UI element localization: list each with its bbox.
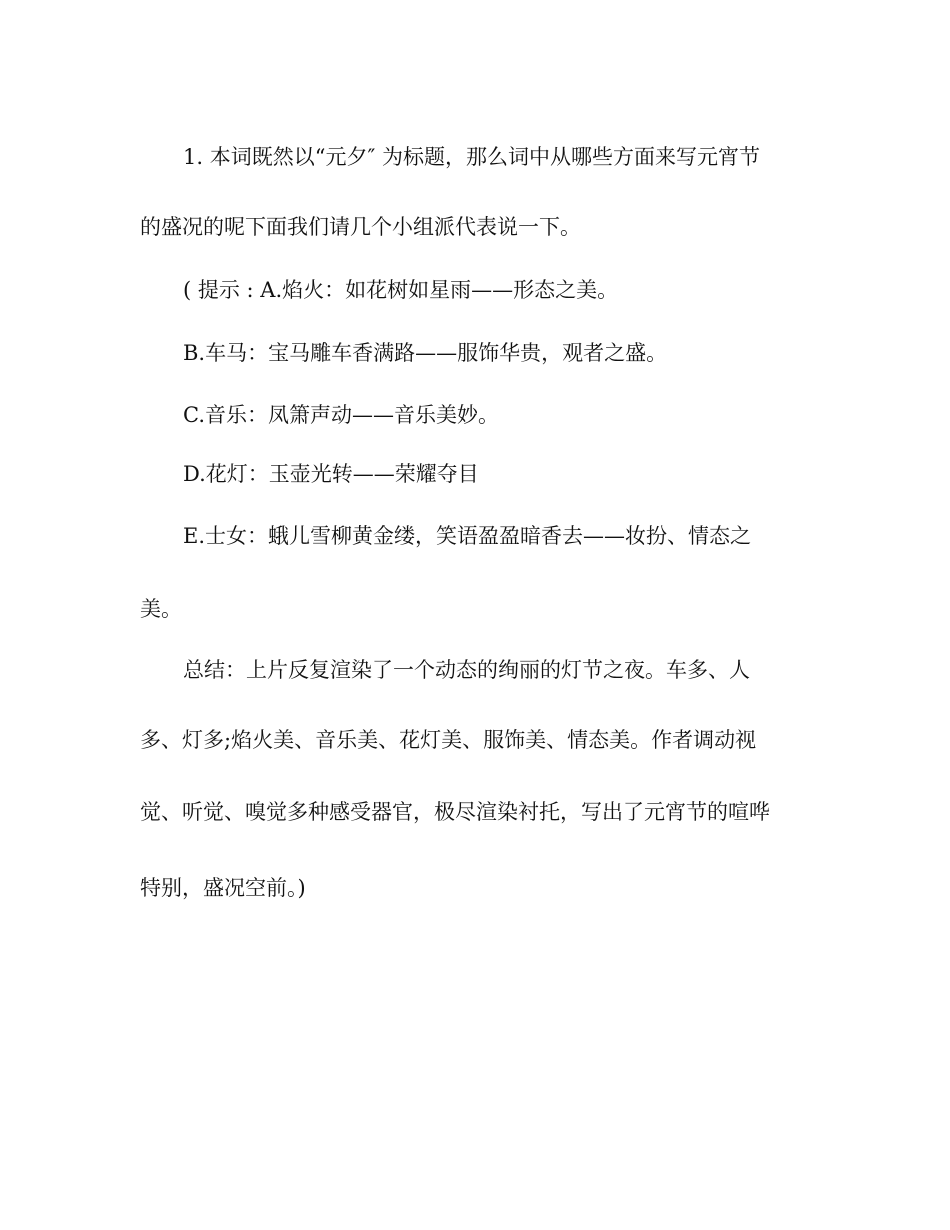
hint-item-b: B.车马：宝马雕车香满路——服饰华贵，观者之盛。 (183, 341, 668, 365)
hint-item-e-line-1: E.士女：蛾儿雪柳黄金缕，笑语盈盈暗香去——妆扮、情态之 (183, 524, 752, 548)
hint-item-d: D.花灯：玉壶光转——荣耀夺目 (183, 462, 479, 486)
summary-line-2: 多、灯多;焰火美、音乐美、花灯美、服饰美、情态美。作者调动视 (140, 728, 757, 752)
hint-item-e-line-2: 美。 (140, 597, 182, 621)
summary-line-4: 特别，盛况空前。) (140, 876, 306, 900)
question-line-1: 1. 本词既然以“元夕″ 为标题，那么词中从哪些方面来写元宵节 (183, 145, 760, 169)
hint-item-a: ( 提示 : A.焰火：如花树如星雨——形态之美。 (183, 278, 619, 302)
summary-line-3: 觉、听觉、嗅觉多种感受器官，极尽渲染衬托，写出了元宵节的喧哗 (140, 800, 770, 824)
question-line-2: 的盛况的呢下面我们请几个小组派代表说一下。 (140, 215, 581, 239)
hint-item-c: C.音乐：凤箫声动——音乐美妙。 (183, 403, 499, 427)
summary-line-1: 总结：上片反复渲染了一个动态的绚丽的灯节之夜。车多、人 (183, 658, 750, 682)
